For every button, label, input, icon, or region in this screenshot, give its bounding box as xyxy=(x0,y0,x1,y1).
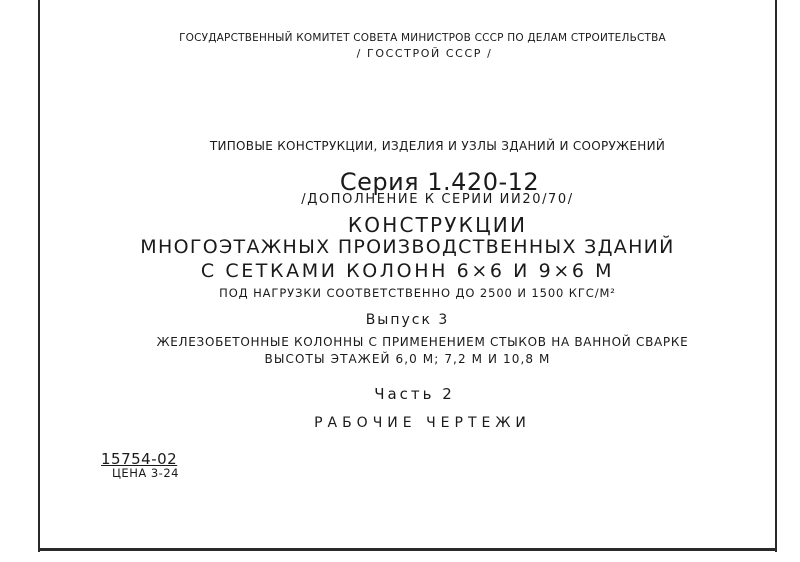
catalog-number: 15754-02 xyxy=(101,450,178,468)
collection-title: ТИПОВЫЕ КОНСТРУКЦИИ, ИЗДЕЛИЯ И УЗЛЫ ЗДАНИЙ И СООРУЖЕНИЙ xyxy=(209,139,666,153)
floor-heights: ВЫСОТЫ ЭТАЖЕЙ 6,0 М; 7,2 М И 10,8 М xyxy=(264,352,551,366)
page-border-bottom xyxy=(38,548,777,551)
load-specification: ПОД НАГРУЗКИ СООТВЕТСТВЕННО ДО 2500 И 1500 КГС/М² xyxy=(219,286,616,300)
agency-short-name: / ГОССТРОЙ СССР / xyxy=(356,47,493,60)
issue-number: Выпуск 3 xyxy=(365,312,450,328)
series-number: Серия 1.420-12 xyxy=(339,168,540,196)
series-supplement: /ДОПОЛНЕНИЕ К СЕРИИ ИИ20/70/ xyxy=(301,192,574,207)
price-label: ЦЕНА 3-24 xyxy=(112,466,179,480)
part-title: РАБОЧИЕ ЧЕРТЕЖИ xyxy=(314,415,531,431)
part-number: Часть 2 xyxy=(374,385,455,403)
document-subtitle-buildings: МНОГОЭТАЖНЫХ ПРОИЗВОДСТВЕННЫХ ЗДАНИЙ xyxy=(140,236,675,258)
document-title: КОНСТРУКЦИИ xyxy=(347,213,528,237)
issue-title: ЖЕЛЕЗОБЕТОННЫЕ КОЛОННЫ С ПРИМЕНЕНИЕМ СТЫКОВ НА ВАННОЙ СВАРКЕ xyxy=(156,335,689,349)
agency-name: ГОСУДАРСТВЕННЫЙ КОМИТЕТ СОВЕТА МИНИСТРОВ СССР ПО ДЕЛАМ СТРОИТЕЛЬСТВА xyxy=(179,32,666,44)
page-border-right xyxy=(775,0,777,552)
document-subtitle-column-grid: С СЕТКАМИ КОЛОНН 6×6 И 9×6 М xyxy=(200,260,615,282)
